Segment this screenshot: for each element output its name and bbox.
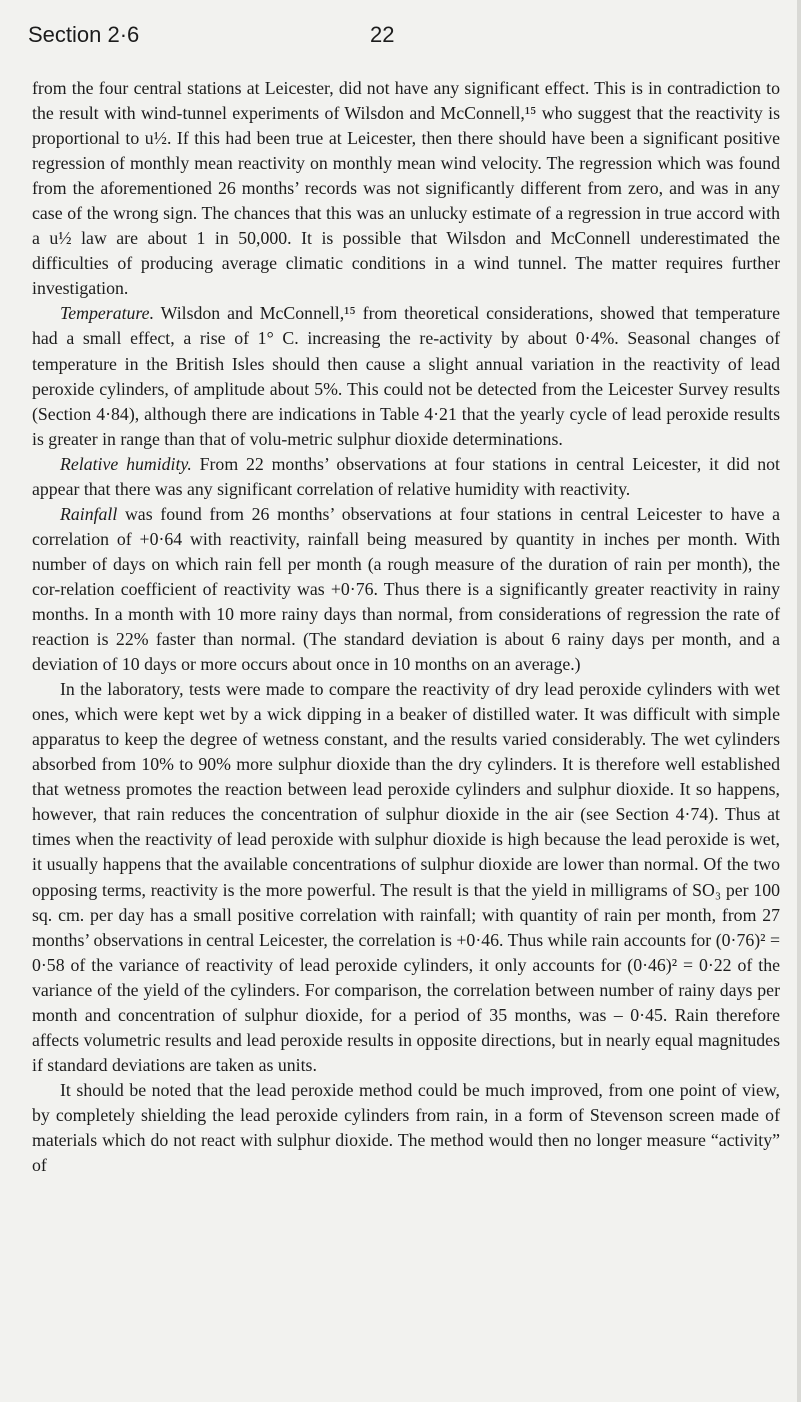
page-number: 22 xyxy=(370,22,395,47)
paragraph-method-improvement xyxy=(32,1078,780,1178)
paragraph-relative-humidity xyxy=(32,452,780,502)
body-text xyxy=(32,76,780,1178)
paragraph-wind-effect xyxy=(32,76,780,301)
paragraph-heading: Rainfall xyxy=(60,503,118,524)
paragraph-laboratory-tests xyxy=(32,677,780,1078)
paragraph-temperature xyxy=(32,301,780,451)
paragraph-text: Wilsdon and McConnell,¹⁵ from theoretical considerations, showed that temperature had a small effect, a rise of 1° C. increasing the re-activity by about 0·4%. Seasonal changes of temperature in the British Isles should then cause a slight annual variation in the reactivity of lead peroxide cylinders, of amplitude about 5%. This could not be detected from the Leicester Survey results (Section 4·84), although there are indications in Table 4·21 that the yearly cycle of lead peroxide results is greater in range than that of volu-metric sulphur dioxide determinations. xyxy=(32,303,780,449)
paragraph-heading: Relative humidity. xyxy=(60,453,192,474)
paragraph-heading: Temperature. xyxy=(60,303,155,324)
page-header xyxy=(28,22,771,52)
paragraph-text: was found from 26 months’ observations at four stations in central Leicester to have a correlation of +0·64 with reactivity, rainfall being measured by quantity in inches per month. With number of days on which rain fell per month (a rough measure of the duration of rain per month), the cor-relation coefficient of reactivity was +0·76. Thus there is a significantly greater reactivity in rainy months. In a month with 10 more rainy days than normal, from considerations of regression the rate of reaction is 22% faster than normal. (The standard deviation is about 6 rainy days per month, and a deviation of 10 days or more occurs about once in 10 months on an average.) xyxy=(32,503,780,675)
section-label: Section 2·6 xyxy=(28,22,140,47)
paragraph-text: From 22 months’ observations at four stations in central Leicester, it did not appear that there was any significant correlation of relative humidity with reactivity. xyxy=(32,453,780,499)
paragraph-text: In the laboratory, tests were made to compare the reactivity of dry lead peroxide cylinders with wet ones, which were kept wet by a wick dipping in a beaker of distilled water. It was difficult with simple apparatus to keep the degree of wetness constant, and the results varied considerably. The wet cylinders absorbed from 10% to 90% more sulphur dioxide than the dry cylinders. It is therefore well established that wetness promotes the reaction between lead peroxide cylinders and sulphur dioxide. It so happens, however, that rain reduces the concentration of sulphur dioxide in the air (see Section 4·74). Thus at times when the reactivity of lead peroxide with sulphur dioxide is high because the lead peroxide is wet, it usually happens that the available concentrations of sulphur dioxide are lower than normal. Of the two opposing terms, reactivity is the more powerful. The result is that the yield in milligrams of SO₃ per 100 sq. cm. per day has a small positive correlation with rainfall; with quantity of rain per month, from 27 months’ observations in central Leicester, the correlation is +0·46. Thus while rain accounts for (0·76)² = 0·58 of the variance of reactivity of lead peroxide cylinders, it only accounts for (0·46)² = 0·22 of the variance of the yield of the cylinders. For comparison, the correlation between number of rainy days per month and concentration of sulphur dioxide, for a period of 35 months, was – 0·45. Rain therefore affects volumetric results and lead peroxide results in opposite directions, but in nearly equal magnitudes if standard deviations are taken as units. xyxy=(32,679,780,1075)
page-edge xyxy=(797,0,801,1402)
paragraph-text: It should be noted that the lead peroxide method could be much improved, from one point of view, by completely shielding the lead peroxide cylinders from rain, in a form of Stevenson screen made of materials which do not react with sulphur dioxide. The method would then no longer measure “activity” of xyxy=(32,1079,780,1176)
paragraph-text: from the four central stations at Leicester, did not have any significant effect. This is in contradiction to the result with wind-tunnel experiments of Wilsdon and McConnell,¹⁵ who suggest that the reactivity is proportional to u½. If this had been true at Leicester, then there should have been a significant positive regression of monthly mean reactivity on monthly mean wind velocity. The regression which was found from the aforementioned 26 months’ records was not significantly different from zero, and was in any case of the wrong sign. The chances that this was an unlucky estimate of a regression in true accord with a u½ law are about 1 in 50,000. It is possible that Wilsdon and McConnell underestimated the difficulties of producing average climatic conditions in a wind tunnel. The matter requires further investigation. xyxy=(32,78,780,299)
paragraph-rainfall xyxy=(32,502,780,677)
